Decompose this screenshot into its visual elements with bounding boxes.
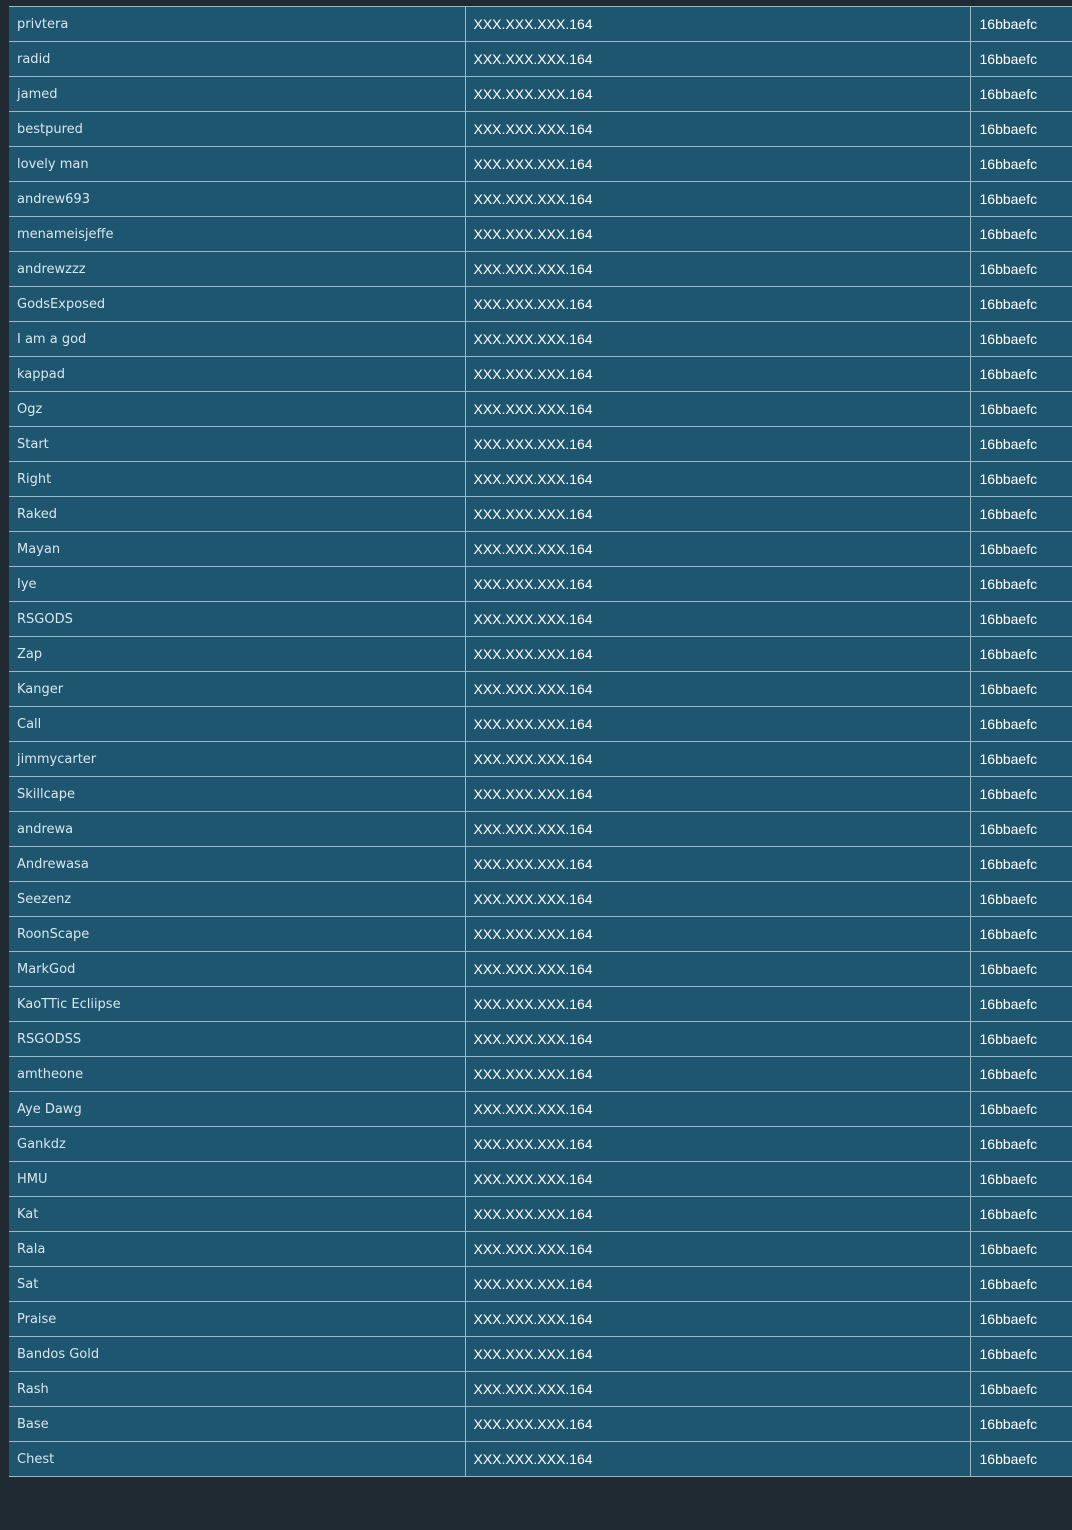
- ip-address-cell: XXX.XXX.XXX.164: [465, 532, 970, 567]
- table-row: [9, 637, 1072, 672]
- ip-address-cell: XXX.XXX.XXX.164: [465, 777, 970, 812]
- hash-cell: 16bbaefc: [970, 602, 1072, 637]
- table-row: [9, 322, 1072, 357]
- ip-address-cell: XXX.XXX.XXX.164: [465, 1407, 970, 1442]
- username-cell: Call: [9, 707, 465, 742]
- hash-cell: 16bbaefc: [970, 7, 1072, 42]
- table-row: [9, 672, 1072, 707]
- table-row: [9, 217, 1072, 252]
- username-cell: Andrewasa: [9, 847, 465, 882]
- username-cell: Raked: [9, 497, 465, 532]
- username-cell: Base: [9, 1407, 465, 1442]
- ip-address-cell: XXX.XXX.XXX.164: [465, 952, 970, 987]
- hash-cell: 16bbaefc: [970, 847, 1072, 882]
- ip-address-cell: XXX.XXX.XXX.164: [465, 42, 970, 77]
- hash-cell: 16bbaefc: [970, 427, 1072, 462]
- ip-address-cell: XXX.XXX.XXX.164: [465, 1302, 970, 1337]
- hash-cell: 16bbaefc: [970, 287, 1072, 322]
- username-cell: jimmycarter: [9, 742, 465, 777]
- username-cell: Rala: [9, 1232, 465, 1267]
- table-row: [9, 147, 1072, 182]
- table-row: [9, 427, 1072, 462]
- ip-address-cell: XXX.XXX.XXX.164: [465, 987, 970, 1022]
- ip-address-cell: XXX.XXX.XXX.164: [465, 427, 970, 462]
- hash-cell: 16bbaefc: [970, 42, 1072, 77]
- username-cell: lovely man: [9, 147, 465, 182]
- hash-cell: 16bbaefc: [970, 672, 1072, 707]
- ip-address-cell: XXX.XXX.XXX.164: [465, 847, 970, 882]
- hash-cell: 16bbaefc: [970, 952, 1072, 987]
- hash-cell: 16bbaefc: [970, 637, 1072, 672]
- hash-cell: 16bbaefc: [970, 1407, 1072, 1442]
- table-row: [9, 882, 1072, 917]
- table-row: [9, 1407, 1072, 1442]
- hash-cell: 16bbaefc: [970, 112, 1072, 147]
- hash-cell: 16bbaefc: [970, 1022, 1072, 1057]
- username-cell: Sat: [9, 1267, 465, 1302]
- table-row: [9, 777, 1072, 812]
- ip-address-cell: XXX.XXX.XXX.164: [465, 252, 970, 287]
- table-row: [9, 1337, 1072, 1372]
- hash-cell: 16bbaefc: [970, 322, 1072, 357]
- table-row: [9, 77, 1072, 112]
- table-row: [9, 182, 1072, 217]
- table-row: [9, 707, 1072, 742]
- username-cell: HMU: [9, 1162, 465, 1197]
- table-row: [9, 1162, 1072, 1197]
- ip-address-cell: XXX.XXX.XXX.164: [465, 637, 970, 672]
- username-cell: bestpured: [9, 112, 465, 147]
- hash-cell: 16bbaefc: [970, 217, 1072, 252]
- table-row: [9, 602, 1072, 637]
- username-cell: GodsExposed: [9, 287, 465, 322]
- ip-address-cell: XXX.XXX.XXX.164: [465, 1127, 970, 1162]
- table-row: [9, 1057, 1072, 1092]
- table-row: [9, 42, 1072, 77]
- table-row: [9, 252, 1072, 287]
- hash-cell: 16bbaefc: [970, 812, 1072, 847]
- table-row: [9, 392, 1072, 427]
- username-cell: Ogz: [9, 392, 465, 427]
- username-cell: Chest: [9, 1442, 465, 1477]
- table-row: [9, 497, 1072, 532]
- table-row: [9, 1372, 1072, 1407]
- username-cell: menameisjeffe: [9, 217, 465, 252]
- ip-address-cell: XXX.XXX.XXX.164: [465, 742, 970, 777]
- ip-address-cell: XXX.XXX.XXX.164: [465, 1337, 970, 1372]
- hash-cell: 16bbaefc: [970, 987, 1072, 1022]
- table-row: [9, 567, 1072, 602]
- hash-cell: 16bbaefc: [970, 882, 1072, 917]
- username-cell: Bandos Gold: [9, 1337, 465, 1372]
- ip-address-cell: XXX.XXX.XXX.164: [465, 217, 970, 252]
- hash-cell: 16bbaefc: [970, 1057, 1072, 1092]
- ip-address-cell: XXX.XXX.XXX.164: [465, 1162, 970, 1197]
- ip-address-cell: XXX.XXX.XXX.164: [465, 287, 970, 322]
- username-cell: Seezenz: [9, 882, 465, 917]
- ip-address-cell: XXX.XXX.XXX.164: [465, 917, 970, 952]
- username-cell: andrewzzz: [9, 252, 465, 287]
- username-cell: jamed: [9, 77, 465, 112]
- hash-cell: 16bbaefc: [970, 462, 1072, 497]
- username-cell: Start: [9, 427, 465, 462]
- hash-cell: 16bbaefc: [970, 1337, 1072, 1372]
- username-cell: KaoTTic Ecliipse: [9, 987, 465, 1022]
- table-row: [9, 532, 1072, 567]
- username-cell: amtheone: [9, 1057, 465, 1092]
- username-cell: Iye: [9, 567, 465, 602]
- ip-address-cell: XXX.XXX.XXX.164: [465, 322, 970, 357]
- ip-address-cell: XXX.XXX.XXX.164: [465, 672, 970, 707]
- ip-address-cell: XXX.XXX.XXX.164: [465, 1267, 970, 1302]
- table-row: [9, 1197, 1072, 1232]
- ip-address-cell: XXX.XXX.XXX.164: [465, 182, 970, 217]
- table-row: [9, 952, 1072, 987]
- table-row: [9, 812, 1072, 847]
- table-row: [9, 1127, 1072, 1162]
- ip-address-cell: XXX.XXX.XXX.164: [465, 462, 970, 497]
- username-cell: kappad: [9, 357, 465, 392]
- table-row: [9, 742, 1072, 777]
- username-cell: I am a god: [9, 322, 465, 357]
- username-cell: MarkGod: [9, 952, 465, 987]
- table-row: [9, 112, 1072, 147]
- username-cell: Mayan: [9, 532, 465, 567]
- hash-cell: 16bbaefc: [970, 1442, 1072, 1477]
- hash-cell: 16bbaefc: [970, 777, 1072, 812]
- hash-cell: 16bbaefc: [970, 917, 1072, 952]
- username-cell: Skillcape: [9, 777, 465, 812]
- ip-address-cell: XXX.XXX.XXX.164: [465, 812, 970, 847]
- table-row: [9, 7, 1072, 42]
- username-cell: RoonScape: [9, 917, 465, 952]
- ip-address-cell: XXX.XXX.XXX.164: [465, 147, 970, 182]
- table-row: [9, 1302, 1072, 1337]
- ip-address-cell: XXX.XXX.XXX.164: [465, 1022, 970, 1057]
- hash-cell: 16bbaefc: [970, 1127, 1072, 1162]
- ip-address-cell: XXX.XXX.XXX.164: [465, 497, 970, 532]
- hash-cell: 16bbaefc: [970, 182, 1072, 217]
- username-cell: Gankdz: [9, 1127, 465, 1162]
- hash-cell: 16bbaefc: [970, 567, 1072, 602]
- table-row: [9, 1022, 1072, 1057]
- hash-cell: 16bbaefc: [970, 497, 1072, 532]
- hash-cell: 16bbaefc: [970, 1197, 1072, 1232]
- hash-cell: 16bbaefc: [970, 1267, 1072, 1302]
- table-row: [9, 287, 1072, 322]
- ip-address-cell: XXX.XXX.XXX.164: [465, 602, 970, 637]
- hash-cell: 16bbaefc: [970, 252, 1072, 287]
- hash-cell: 16bbaefc: [970, 707, 1072, 742]
- hash-cell: 16bbaefc: [970, 1092, 1072, 1127]
- table-row: [9, 1267, 1072, 1302]
- hash-cell: 16bbaefc: [970, 1372, 1072, 1407]
- table-row: [9, 917, 1072, 952]
- table-body: [9, 7, 1072, 1477]
- username-cell: RSGODSS: [9, 1022, 465, 1057]
- ip-address-cell: XXX.XXX.XXX.164: [465, 707, 970, 742]
- table-row: [9, 847, 1072, 882]
- ip-address-cell: XXX.XXX.XXX.164: [465, 392, 970, 427]
- hash-cell: 16bbaefc: [970, 147, 1072, 182]
- ip-address-cell: XXX.XXX.XXX.164: [465, 7, 970, 42]
- username-cell: privtera: [9, 7, 465, 42]
- hash-cell: 16bbaefc: [970, 1232, 1072, 1267]
- table-row: [9, 1232, 1072, 1267]
- ip-address-cell: XXX.XXX.XXX.164: [465, 1442, 970, 1477]
- username-cell: Right: [9, 462, 465, 497]
- ip-address-cell: XXX.XXX.XXX.164: [465, 77, 970, 112]
- ip-address-cell: XXX.XXX.XXX.164: [465, 1232, 970, 1267]
- hash-cell: 16bbaefc: [970, 1162, 1072, 1197]
- ip-table-container: [9, 6, 1072, 1477]
- ip-address-cell: XXX.XXX.XXX.164: [465, 1372, 970, 1407]
- ip-address-cell: XXX.XXX.XXX.164: [465, 882, 970, 917]
- username-cell: andrew693: [9, 182, 465, 217]
- username-cell: andrewa: [9, 812, 465, 847]
- username-cell: Rash: [9, 1372, 465, 1407]
- table-row: [9, 1092, 1072, 1127]
- hash-cell: 16bbaefc: [970, 357, 1072, 392]
- ip-address-cell: XXX.XXX.XXX.164: [465, 1057, 970, 1092]
- ip-address-cell: XXX.XXX.XXX.164: [465, 1197, 970, 1232]
- ip-address-cell: XXX.XXX.XXX.164: [465, 112, 970, 147]
- hash-cell: 16bbaefc: [970, 742, 1072, 777]
- hash-cell: 16bbaefc: [970, 77, 1072, 112]
- table-row: [9, 1442, 1072, 1477]
- username-cell: Aye Dawg: [9, 1092, 465, 1127]
- table-row: [9, 462, 1072, 497]
- username-cell: Kat: [9, 1197, 465, 1232]
- hash-cell: 16bbaefc: [970, 532, 1072, 567]
- hash-cell: 16bbaefc: [970, 392, 1072, 427]
- ip-log-table: [9, 6, 1072, 1477]
- hash-cell: 16bbaefc: [970, 1302, 1072, 1337]
- username-cell: RSGODS: [9, 602, 465, 637]
- ip-address-cell: XXX.XXX.XXX.164: [465, 357, 970, 392]
- username-cell: Praise: [9, 1302, 465, 1337]
- username-cell: radid: [9, 42, 465, 77]
- ip-address-cell: XXX.XXX.XXX.164: [465, 567, 970, 602]
- username-cell: Zap: [9, 637, 465, 672]
- table-row: [9, 357, 1072, 392]
- table-row: [9, 987, 1072, 1022]
- ip-address-cell: XXX.XXX.XXX.164: [465, 1092, 970, 1127]
- username-cell: Kanger: [9, 672, 465, 707]
